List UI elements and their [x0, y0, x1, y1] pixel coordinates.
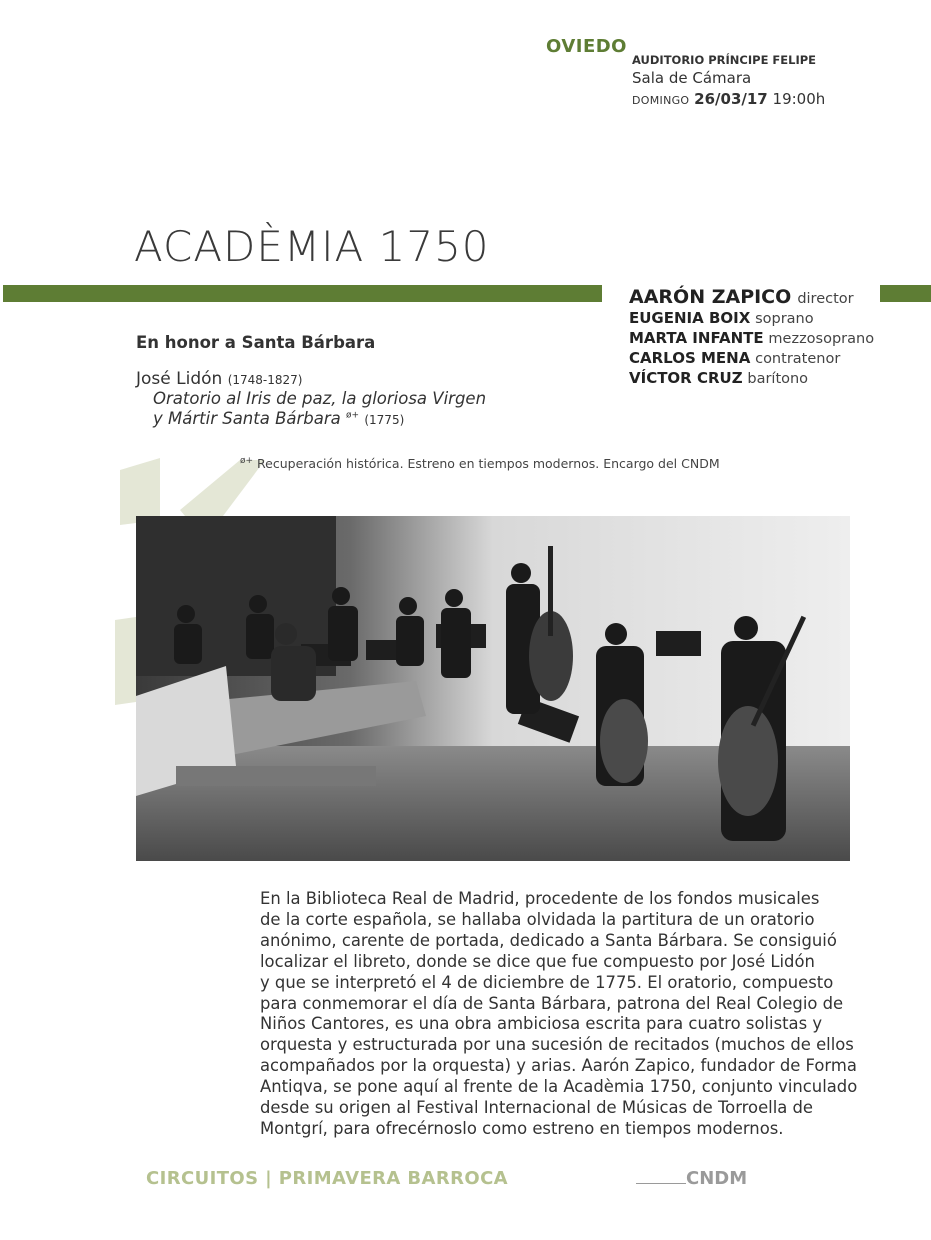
work-title-line-2	[153, 409, 404, 428]
performer-role: director	[797, 291, 854, 307]
body-line: para conmemorar el día de Santa Bárbara, patrona del Real Colegio de	[260, 993, 844, 1013]
body-line: Niños Cantores, es una obra ambiciosa escrita para cuatro solistas y	[260, 1014, 823, 1034]
performer-name: CARLOS MENA	[629, 349, 751, 367]
performer-contratenor	[629, 349, 840, 367]
body-line: Montgrí, para ofrecérnoslo como estreno en tiempos modernos.	[260, 1118, 784, 1138]
premiere-note	[240, 456, 720, 471]
accent-bar-right	[880, 285, 931, 302]
description-text	[260, 889, 858, 1140]
composer-line	[136, 369, 302, 389]
accent-bar-left	[3, 285, 602, 302]
body-line: acompañados por la orquesta) y arias. Aarón Zapico, fundador de Forma	[260, 1056, 857, 1076]
premiere-symbol: ø+	[240, 456, 254, 466]
premiere-symbol: ø+	[346, 410, 360, 421]
ensemble-photo-illustration	[136, 516, 850, 861]
footer-rule	[636, 1183, 686, 1184]
work-title-line-1: Oratorio al Iris de paz, la gloriosa Virgen	[153, 389, 487, 408]
composer-years: (1748-1827)	[227, 373, 303, 387]
body-line: En la Biblioteca Real de Madrid, procedente de los fondos musicales	[260, 889, 820, 908]
composer-name: José Lidón	[136, 369, 223, 389]
date-value: 26/03/17	[694, 90, 768, 108]
body-line: anónimo, carente de portada, dedicado a Santa Bárbara. Se consiguió	[260, 930, 837, 950]
footer-org	[636, 1168, 747, 1189]
performer-role: mezzosoprano	[768, 331, 875, 347]
work-year: (1775)	[364, 413, 405, 427]
body-line: desde su origen al Festival Internacional de Músicas de Torroella de	[260, 1098, 813, 1118]
performer-role: barítono	[747, 371, 809, 387]
page-title: ACADÈMIA 1750	[134, 222, 490, 271]
performer-name: EUGENIA BOIX	[629, 309, 751, 327]
performer-name: AARÓN ZAPICO	[629, 286, 792, 308]
room-name: Sala de Cámara	[632, 69, 752, 87]
performer-name: MARTA INFANTE	[629, 329, 764, 347]
footer-org-label: CNDM	[686, 1168, 748, 1189]
date-line	[632, 90, 825, 108]
body-line: localizar el libreto, donde se dice que fue compuesto por José Lidón	[260, 951, 815, 971]
ensemble-photo	[136, 516, 850, 861]
performer-director	[629, 286, 854, 308]
note-text: Recuperación histórica. Estreno en tiempos modernos. Encargo del CNDM	[257, 456, 720, 472]
footer-series: CIRCUITOS | PRIMAVERA BARROCA	[146, 1168, 509, 1189]
venue-name: AUDITORIO PRÍNCIPE FELIPE	[632, 53, 817, 67]
work-title-text: y Mártir Santa Bárbara	[153, 409, 341, 428]
body-line: Antiqva, se pone aquí al frente de la Acadèmia 1750, conjunto vinculado	[260, 1077, 858, 1097]
performer-soprano	[629, 309, 814, 327]
program-subtitle: En honor a Santa Bárbara	[136, 333, 376, 352]
body-line: y que se interpretó el 4 de diciembre de 1775. El oratorio, compuesto	[260, 972, 834, 992]
body-line: orquesta y estructurada por una sucesión de recitados (muchos de ellos	[260, 1035, 854, 1055]
performer-name: VÍCTOR CRUZ	[629, 369, 743, 387]
body-line: de la corte española, se hallaba olvidada la partitura de un oratorio	[260, 909, 815, 929]
performer-mezzosoprano	[629, 329, 874, 347]
performer-role: soprano	[755, 311, 814, 327]
performer-baritono	[629, 369, 808, 387]
city-label: OVIEDO	[546, 36, 627, 57]
day-label: DOMINGO	[632, 94, 690, 107]
performer-role: contratenor	[755, 351, 841, 367]
time-value: 19:00h	[772, 90, 826, 108]
